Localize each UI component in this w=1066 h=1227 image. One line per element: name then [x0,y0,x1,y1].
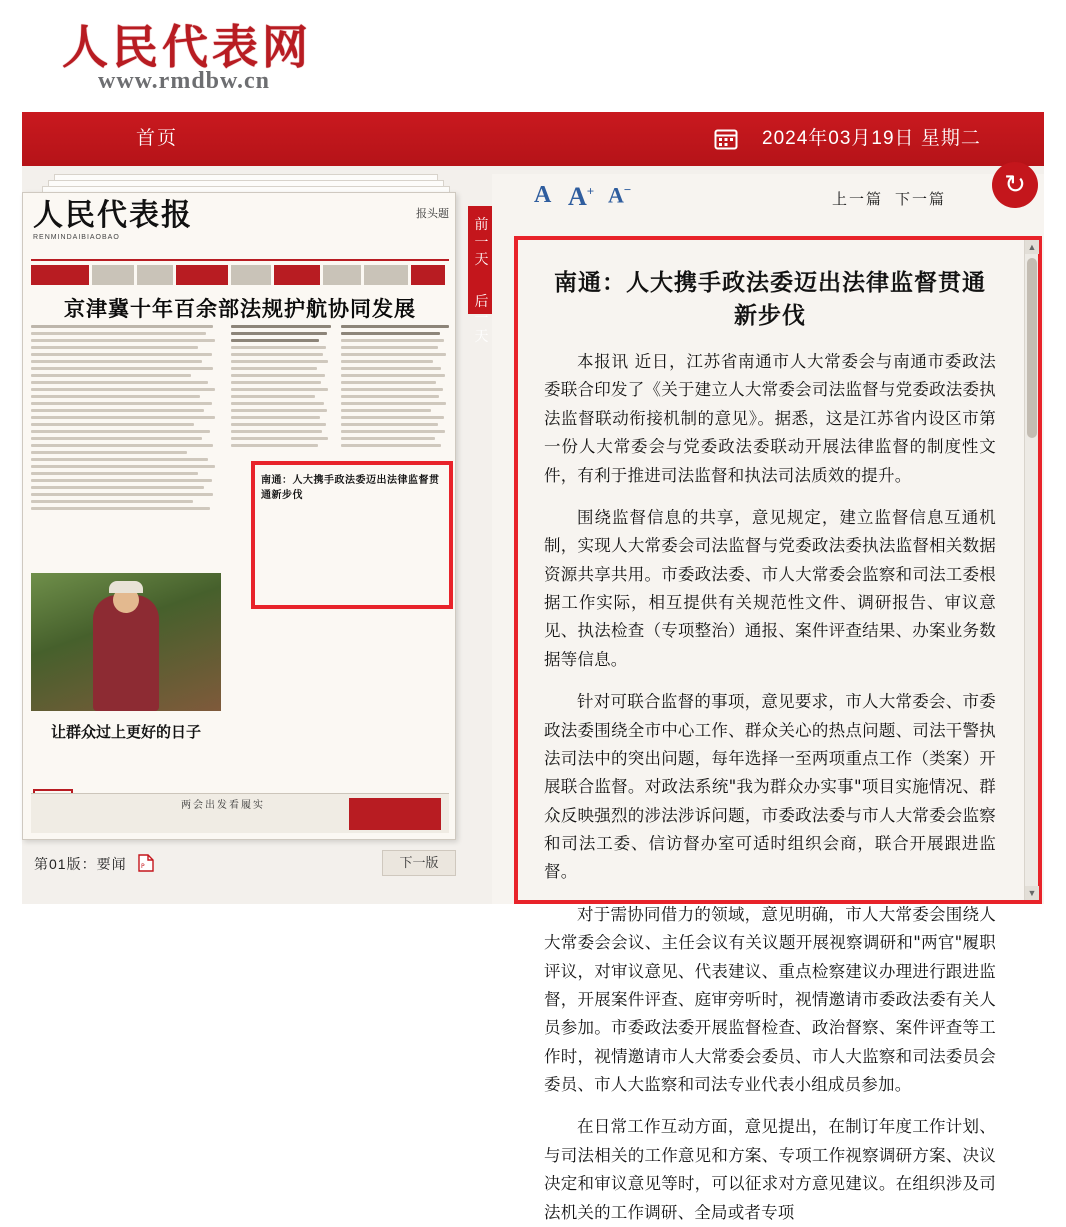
content-area [22,166,1044,1222]
article-body [518,240,1022,1222]
newspaper-bottom-banner [31,793,449,833]
newspaper-masthead [33,199,255,257]
refresh-icon[interactable]: ↻ [992,162,1038,208]
selected-article-title: 南通：人大携手政法委迈出法律监督贯通新步伐 [261,475,440,501]
font-size-increase-button[interactable] [568,182,594,212]
article-title: 南通：人大携手政法委迈出法律监督贯通新步伐 [554,269,986,329]
article-frame [514,236,1042,1222]
newspaper-photo-caption: 让群众过上更好的日子 [50,723,201,741]
pdf-icon[interactable] [138,854,154,872]
chevron-down-icon[interactable]: ▼ [1025,886,1039,900]
site-masthead [0,0,1066,104]
site-logo[interactable]: 人民代表网 [62,20,312,74]
newspaper-pinyin: RENMINDAIBIAOBAO [33,234,120,241]
newspaper-title: 人民代表报 [33,198,193,233]
article-paragraph: 在日常工作互动方面，意见提出，在制订年度工作计划、与司法相关的工作意见和方案、专项工作视察调研方案、决议决定和审议意见等时，可以征求对方意见建议。在组织涉及司法机关的工作调研、全局或者专项 [544,1117,996,1222]
prev-day-button[interactable]: 前一天 [474,216,490,267]
font-size-increase-label: A [568,182,587,211]
article-scrollbar[interactable] [1024,240,1038,900]
plus-icon: + [586,183,595,199]
article-reader [492,169,1044,1222]
newspaper-photo [31,573,221,711]
font-size-decrease-button[interactable] [608,182,631,208]
newspaper-corner-note: 报头题 [416,207,449,220]
next-article-link[interactable]: 下一篇 [894,191,946,208]
prev-article-link[interactable]: 上一篇 [831,191,883,208]
article-paragraph: 本报讯 近日，江苏省南通市人大常委会与南通市委政法委联合印发了《关于建立人大常委会司法监督与党委政法委执法监督联动衔接机制的意见》。据悉，这是江苏省内设区市第一份人大常委会与党委政法委联动开展法律监督的制度性文件，有利于推进司法监督和执法司法质效的提升。 [544,352,996,485]
minus-icon: − [623,182,632,197]
main-navbar [22,112,1044,166]
chevron-up-icon[interactable]: ▲ [1025,240,1039,254]
newspaper-flag-row [31,265,449,287]
scrollbar-thumb[interactable] [1027,258,1037,438]
selected-article-highlight[interactable] [251,461,453,609]
font-size-decrease-label: A [608,182,624,208]
newspaper-banner-block [349,798,441,830]
reader-toolbar [492,169,1044,224]
svg-text:P: P [141,863,145,870]
newspaper-headline: 京津冀十年百余部法规护航协同发展 [64,296,416,321]
newspaper-bottom-caption: 两会出发看履实 [181,800,265,811]
newspaper-page-image[interactable] [22,192,456,840]
article-paragraph: 针对可联合监督的事项，意见要求，市人大常委会、市委政法委围绕全市中心工作、群众关心的热点问题、司法干警执法司法中的突出问题，每年选择一至两项重点工作（类案）开展联合监督。对政法系统"我为群众办实事"项目实施情况、群众反映强烈的涉法涉诉问题，市委政法委与市人大常委会监察和司法工委、信访督办室可适时组织会商，联合开展跟进监督。 [544,692,996,882]
nav-item-home[interactable]: 首页 [136,128,179,149]
next-day-button[interactable]: 后一天 [474,292,490,344]
page-label: 第01版：要闻 [34,856,127,872]
masthead-divider [31,259,449,261]
article-paragraph: 围绕监督信息的共享，意见规定，建立监督信息互通机制，实现人大常委会司法监督与党委政法委执法监督相关数据资源共享共用。市委政法委、市人大常委会监察和司法工委根据工作实际，相互提供有关规范性文件、调研报告、审议意见、执法检查（专项整治）通报、案件评查结果、办案业务数据等信息。 [544,507,996,669]
site-url: www.rmdbw.cn [98,68,271,94]
newspaper-preview [22,174,490,874]
current-date: 2024年03月19日 星期二 [762,128,981,149]
article-paragraph: 对于需协同借力的领域，意见明确，市人大常委会围绕人大常委会会议、主任会议有关议题开展视察调研和"两官"履职评议，对审议意见、代表建议、重点检察建议办理进行跟进监督，开展案件评查、庭审旁听时，视情邀请市委政法委有关人员参加。市委政法委开展监督检查、政治督察、案件评查等工作时，视情邀请市人大常委会委员、市人大监察和司法委员会委员、市人大监察和司法专业代表小组成员参加。 [544,904,996,1094]
font-size-normal-button[interactable]: A [534,182,552,208]
article-navigation [832,188,946,209]
calendar-icon [714,127,738,151]
next-page-button[interactable]: 下一版 [382,850,456,876]
newspaper-footer [22,848,470,882]
